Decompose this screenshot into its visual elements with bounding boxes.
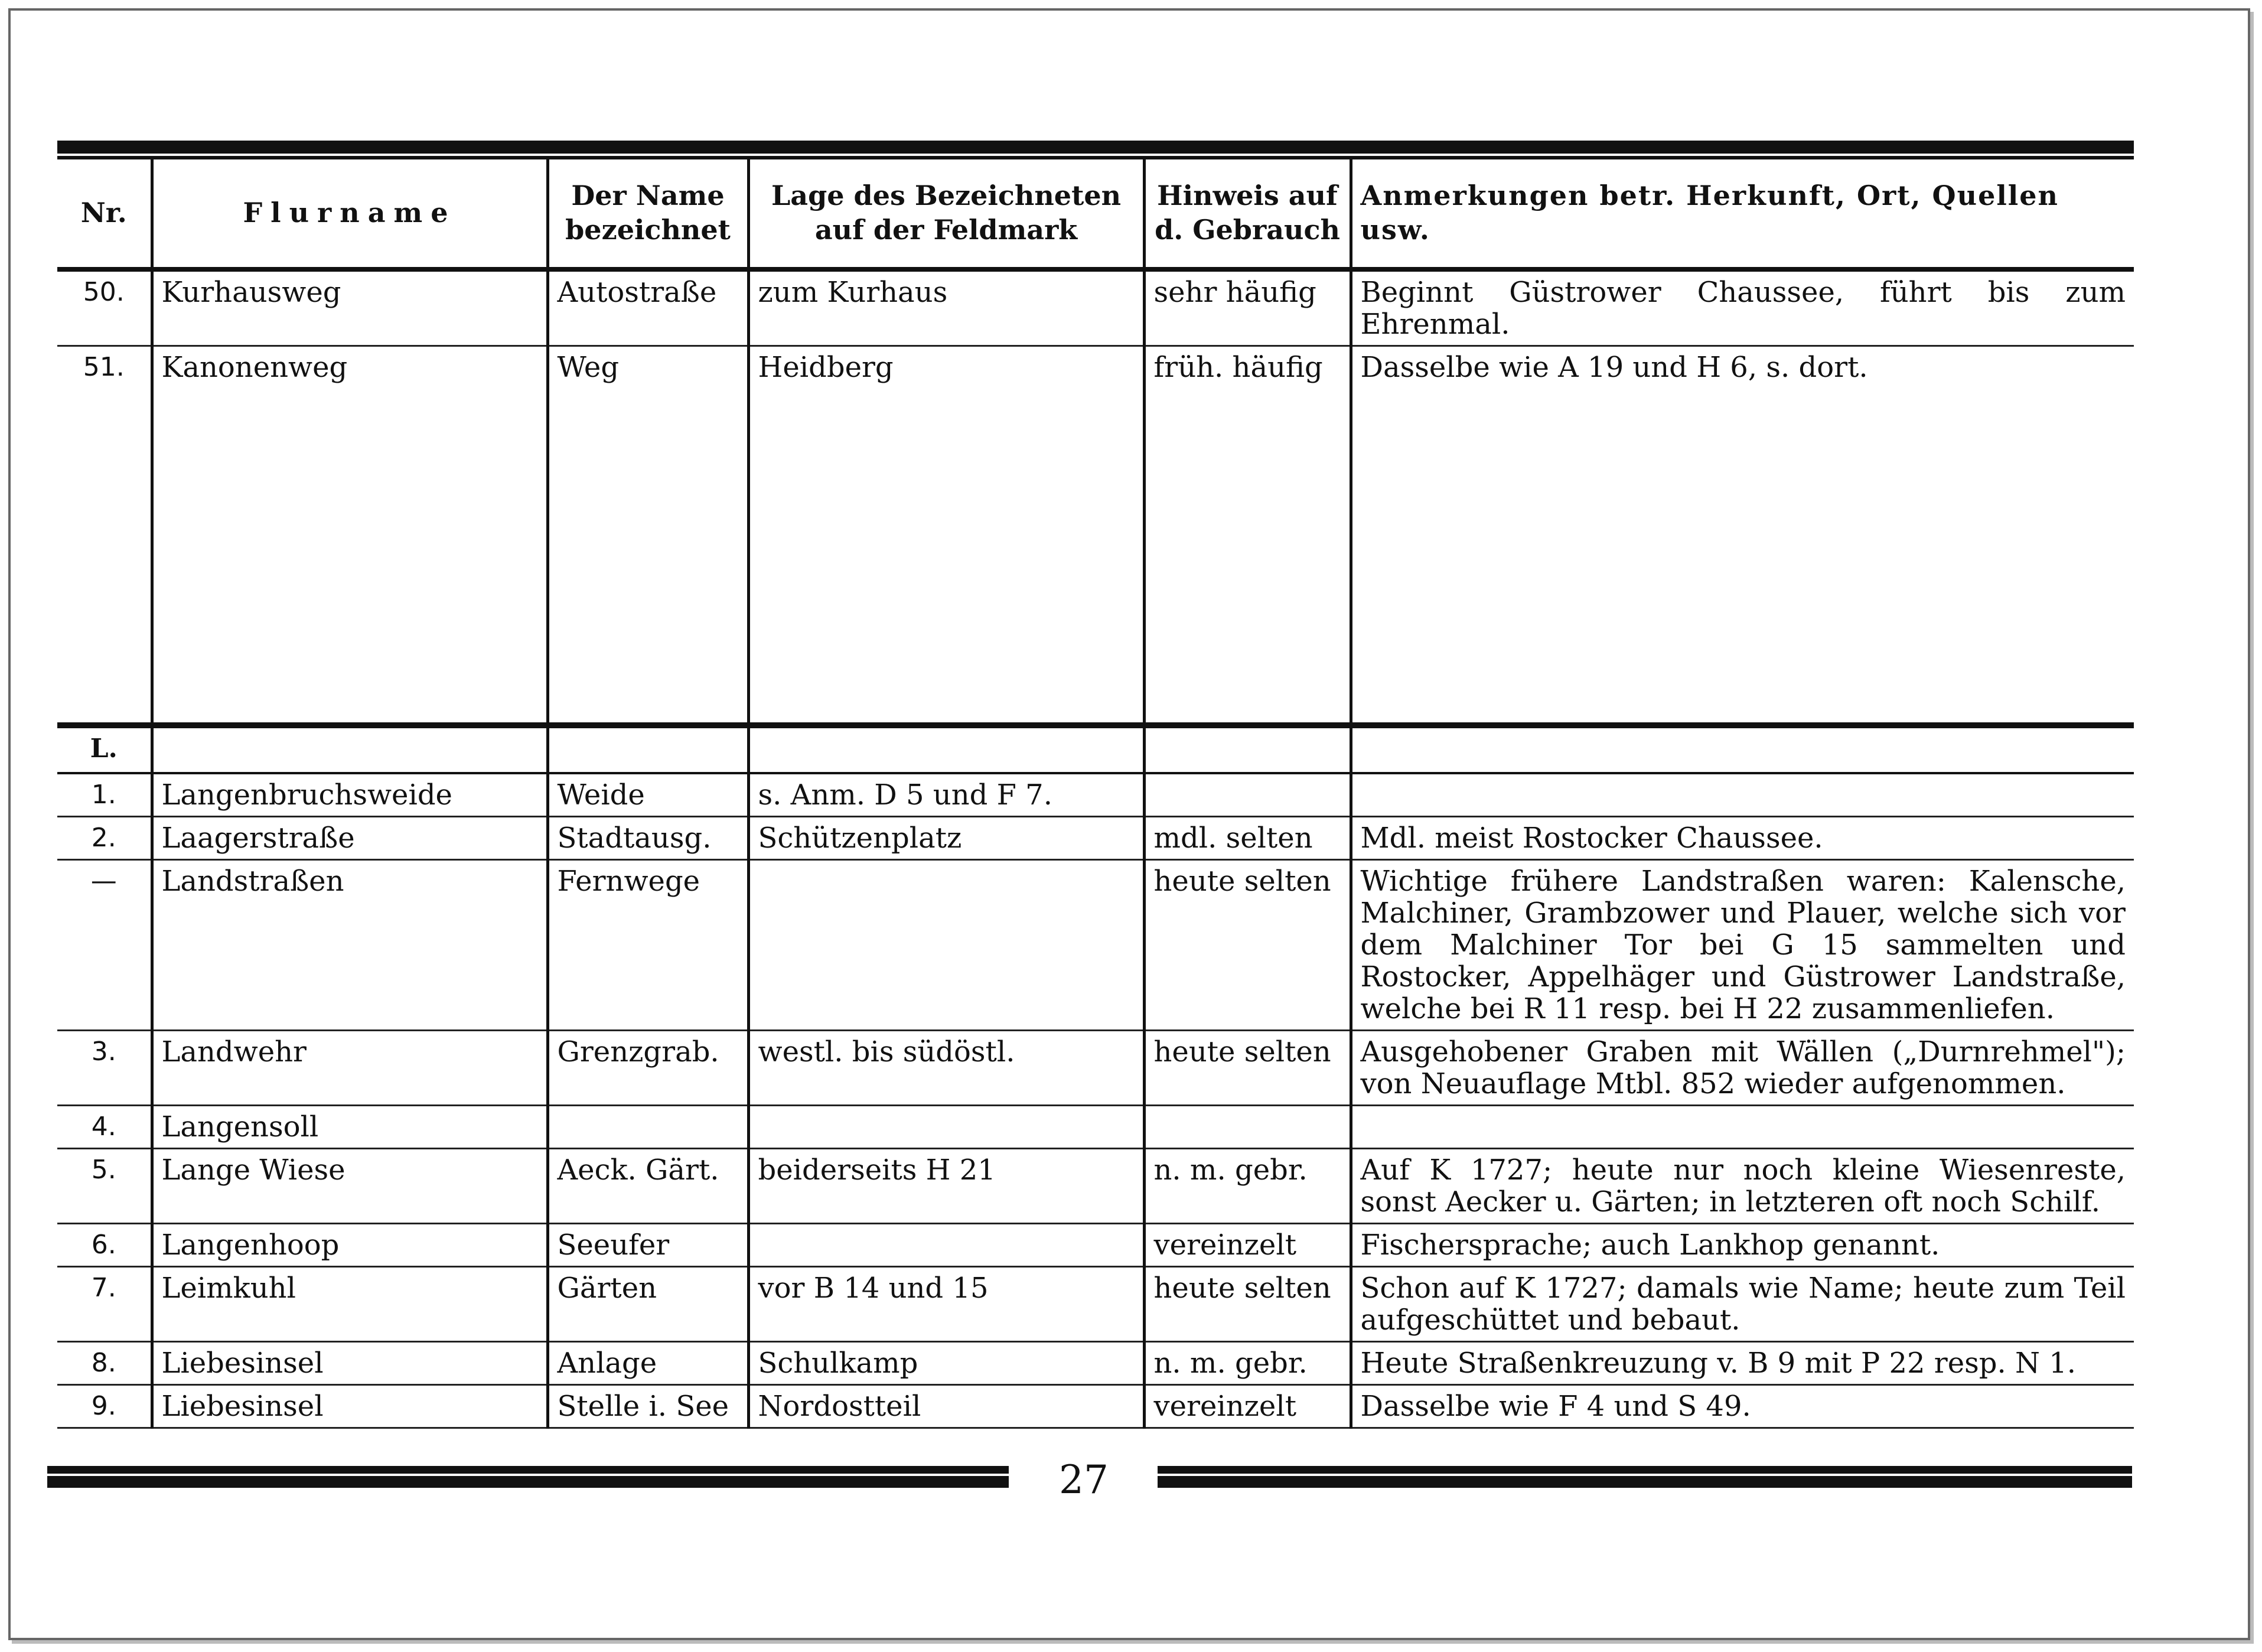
row-anmerkungen: Ausgehobener Graben mit Wällen („Durnrehmel"); von Neuauflage Mtbl. 852 wieder aufgenommen.: [1351, 1031, 2134, 1106]
row-nr: 51.: [57, 346, 152, 726]
row-flurname: Laagerstraße: [152, 817, 547, 860]
row-lage: s. Anm. D 5 und F 7.: [748, 773, 1144, 817]
header-hinweis: Hinweis auf d. Gebrauch: [1144, 158, 1351, 269]
row-flurname: Lange Wiese: [152, 1149, 547, 1224]
row-bezeichnet: Grenzgrab.: [547, 1031, 748, 1106]
row-hinweis: heute selten: [1144, 1031, 1351, 1106]
row-anmerkungen: [1351, 773, 2134, 817]
table-row: [57, 1267, 2134, 1342]
row-flurname: Langenbruchsweide: [152, 773, 547, 817]
row-lage: Nordostteil: [748, 1385, 1144, 1428]
row-flurname: Landstraßen: [152, 860, 547, 1031]
header-anmerkungen: Anmerkungen betr. Herkunft, Ort, Quellen usw.: [1351, 158, 2134, 269]
header-bezeichnet: Der Name bezeichnet: [547, 158, 748, 269]
row-nr: 5.: [57, 1149, 152, 1224]
row-anmerkungen: [1351, 1106, 2134, 1149]
section-cell: [1144, 725, 1351, 773]
row-hinweis: früh. häufig: [1144, 346, 1351, 726]
row-hinweis: sehr häufig: [1144, 269, 1351, 346]
row-bezeichnet: Fernwege: [547, 860, 748, 1031]
row-hinweis: heute selten: [1144, 1267, 1351, 1342]
section-cell: [748, 725, 1144, 773]
table-row: [57, 1342, 2134, 1385]
row-anmerkungen: Schon auf K 1727; damals wie Name; heute zum Teil aufgeschüttet und bebaut.: [1351, 1267, 2134, 1342]
row-lage: Schulkamp: [748, 1342, 1144, 1385]
row-lage: Heidberg: [748, 346, 1144, 726]
row-lage: [748, 1106, 1144, 1149]
section-header-row: [57, 725, 2134, 773]
section-cell: [1351, 725, 2134, 773]
row-nr: 6.: [57, 1224, 152, 1267]
row-nr: 3.: [57, 1031, 152, 1106]
row-nr: 9.: [57, 1385, 152, 1428]
row-lage: vor B 14 und 15: [748, 1267, 1144, 1342]
row-lage: [748, 860, 1144, 1031]
table-row: [57, 817, 2134, 860]
table-row: [57, 773, 2134, 817]
row-anmerkungen: Fischersprache; auch Lankhop genannt.: [1351, 1224, 2134, 1267]
row-anmerkungen: Dasselbe wie F 4 und S 49.: [1351, 1385, 2134, 1428]
row-nr: 4.: [57, 1106, 152, 1149]
row-anmerkungen: Beginnt Güstrower Chaussee, führt bis zum Ehrenmal.: [1351, 269, 2134, 346]
row-hinweis: mdl. selten: [1144, 817, 1351, 860]
row-lage: Schützenplatz: [748, 817, 1144, 860]
row-flurname: Kanonenweg: [152, 346, 547, 726]
row-nr: 2.: [57, 817, 152, 860]
header-lage: Lage des Bezeichneten auf der Feldmark: [748, 158, 1144, 269]
table-row: [57, 346, 2134, 726]
row-nr: 7.: [57, 1267, 152, 1342]
row-anmerkungen: Mdl. meist Rostocker Chaussee.: [1351, 817, 2134, 860]
row-hinweis: n. m. gebr.: [1144, 1342, 1351, 1385]
row-lage: westl. bis südöstl.: [748, 1031, 1144, 1106]
row-anmerkungen: Dasselbe wie A 19 und H 6, s. dort.: [1351, 346, 2134, 726]
top-rule: [57, 141, 2134, 156]
row-bezeichnet: Autostraße: [547, 269, 748, 346]
row-flurname: Langensoll: [152, 1106, 547, 1149]
row-hinweis: vereinzelt: [1144, 1224, 1351, 1267]
row-flurname: Kurhausweg: [152, 269, 547, 346]
row-bezeichnet: [547, 1106, 748, 1149]
row-anmerkungen: Wichtige frühere Landstraßen waren: Kalensche, Malchiner, Grambzower und Plauer, welche sich vor dem Malchiner Tor bei G 15 sammelten und Rostocker, Appelhäger und Güstrower Landstraße, welche bei R 11 resp. bei H 22 zusammenliefen.: [1351, 860, 2134, 1031]
row-nr: 1.: [57, 773, 152, 817]
page-number: 27: [1059, 1457, 1109, 1503]
row-bezeichnet: Aeck. Gärt.: [547, 1149, 748, 1224]
row-flurname: Leimkuhl: [152, 1267, 547, 1342]
row-hinweis: n. m. gebr.: [1144, 1149, 1351, 1224]
row-hinweis: [1144, 1106, 1351, 1149]
section-cell: [547, 725, 748, 773]
flurnamen-table: [57, 158, 2134, 1429]
row-bezeichnet: Stelle i. See: [547, 1385, 748, 1428]
row-lage: zum Kurhaus: [748, 269, 1144, 346]
table-row: [57, 1031, 2134, 1106]
row-lage: [748, 1224, 1144, 1267]
row-hinweis: heute selten: [1144, 860, 1351, 1031]
table-row: [57, 1385, 2134, 1428]
section-letter: L.: [57, 725, 152, 773]
row-bezeichnet: Gärten: [547, 1267, 748, 1342]
header-row: [57, 158, 2134, 269]
row-bezeichnet: Stadtausg.: [547, 817, 748, 860]
row-flurname: Liebesinsel: [152, 1342, 547, 1385]
footer-rule-right: [1158, 1466, 2132, 1488]
table-row: [57, 860, 2134, 1031]
row-anmerkungen: Heute Straßenkreuzung v. B 9 mit P 22 resp. N 1.: [1351, 1342, 2134, 1385]
footer-rule-left: [47, 1466, 1009, 1488]
header-nr: Nr.: [57, 158, 152, 269]
row-flurname: Landwehr: [152, 1031, 547, 1106]
row-flurname: Liebesinsel: [152, 1385, 547, 1428]
row-nr: 8.: [57, 1342, 152, 1385]
page-footer: [47, 1457, 2132, 1504]
table-row: [57, 269, 2134, 346]
row-hinweis: [1144, 773, 1351, 817]
row-nr: 50.: [57, 269, 152, 346]
row-bezeichnet: Anlage: [547, 1342, 748, 1385]
section-cell: [152, 725, 547, 773]
table-row: [57, 1149, 2134, 1224]
row-lage: beiderseits H 21: [748, 1149, 1144, 1224]
row-flurname: Langenhoop: [152, 1224, 547, 1267]
row-anmerkungen: Auf K 1727; heute nur noch kleine Wiesenreste, sonst Aecker u. Gärten; in letzteren oft noch Schilf.: [1351, 1149, 2134, 1224]
table-row: [57, 1224, 2134, 1267]
row-bezeichnet: Weg: [547, 346, 748, 726]
row-bezeichnet: Seeufer: [547, 1224, 748, 1267]
row-hinweis: vereinzelt: [1144, 1385, 1351, 1428]
row-bezeichnet: Weide: [547, 773, 748, 817]
header-flurname: Flurname: [152, 158, 547, 269]
table-row: [57, 1106, 2134, 1149]
row-nr: —: [57, 860, 152, 1031]
